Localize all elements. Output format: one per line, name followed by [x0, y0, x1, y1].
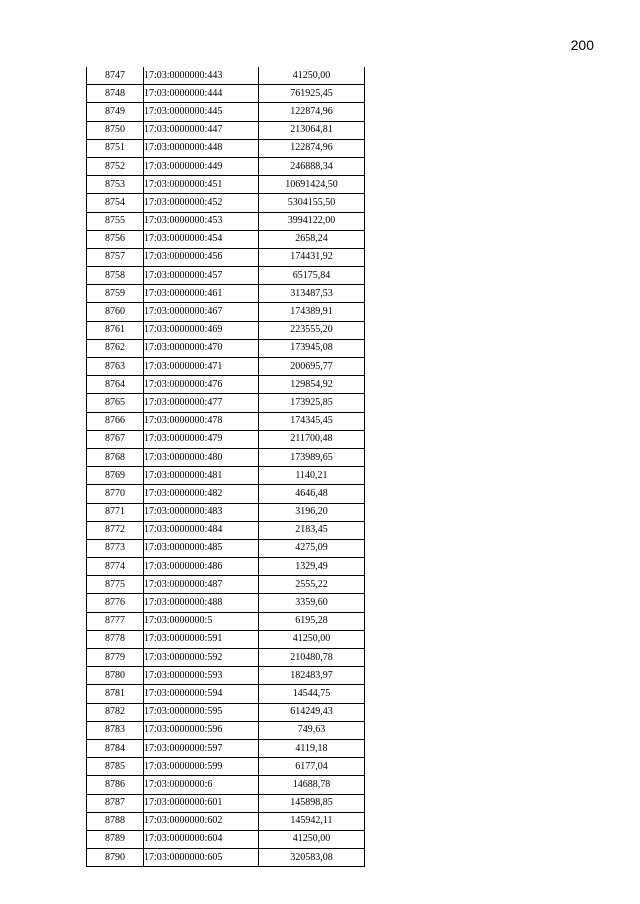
row-number-cell: 8752 [87, 157, 144, 175]
value-cell: 14544,75 [259, 685, 365, 703]
value-cell: 4646,48 [259, 485, 365, 503]
value-cell: 174345,45 [259, 412, 365, 430]
value-cell: 1140,21 [259, 467, 365, 485]
cadastral-number-cell: 17:03:0000000:594 [144, 685, 259, 703]
table-row [87, 103, 365, 121]
cadastral-number-cell: 17:03:0000000:6 [144, 776, 259, 794]
cadastral-number-cell: 17:03:0000000:601 [144, 794, 259, 812]
value-cell: 313487,53 [259, 285, 365, 303]
cadastral-number-cell: 17:03:0000000:443 [144, 67, 259, 85]
row-number-cell: 8768 [87, 448, 144, 466]
cadastral-number-cell: 17:03:0000000:467 [144, 303, 259, 321]
row-number-cell: 8767 [87, 430, 144, 448]
table-row [87, 503, 365, 521]
table-row [87, 448, 365, 466]
row-number-cell: 8763 [87, 358, 144, 376]
table-row [87, 630, 365, 648]
table-row [87, 612, 365, 630]
cadastral-number-cell: 17:03:0000000:478 [144, 412, 259, 430]
cadastral-number-cell: 17:03:0000000:471 [144, 358, 259, 376]
table-row [87, 685, 365, 703]
row-number-cell: 8749 [87, 103, 144, 121]
page-number: 200 [570, 37, 594, 53]
row-number-cell: 8748 [87, 85, 144, 103]
cadastral-number-cell: 17:03:0000000:476 [144, 376, 259, 394]
table-row [87, 830, 365, 848]
row-number-cell: 8765 [87, 394, 144, 412]
row-number-cell: 8762 [87, 339, 144, 357]
row-number-cell: 8764 [87, 376, 144, 394]
value-cell: 173925,85 [259, 394, 365, 412]
value-cell: 41250,00 [259, 67, 365, 85]
value-cell: 173989,65 [259, 448, 365, 466]
cadastral-number-cell: 17:03:0000000:599 [144, 758, 259, 776]
cadastral-number-cell: 17:03:0000000:444 [144, 85, 259, 103]
cadastral-number-cell: 17:03:0000000:486 [144, 558, 259, 576]
cadastral-number-cell: 17:03:0000000:482 [144, 485, 259, 503]
cadastral-number-cell: 17:03:0000000:484 [144, 521, 259, 539]
table-row [87, 321, 365, 339]
row-number-cell: 8775 [87, 576, 144, 594]
cadastral-number-cell: 17:03:0000000:470 [144, 339, 259, 357]
value-cell: 320583,08 [259, 849, 365, 867]
value-cell: 14688,78 [259, 776, 365, 794]
value-cell: 145898,85 [259, 794, 365, 812]
row-number-cell: 8757 [87, 248, 144, 266]
cadastral-number-cell: 17:03:0000000:477 [144, 394, 259, 412]
table-row [87, 394, 365, 412]
row-number-cell: 8759 [87, 285, 144, 303]
table-body [87, 67, 365, 867]
value-cell: 2555,22 [259, 576, 365, 594]
row-number-cell: 8753 [87, 176, 144, 194]
table-row [87, 467, 365, 485]
value-cell: 2183,45 [259, 521, 365, 539]
value-cell: 749,63 [259, 721, 365, 739]
row-number-cell: 8781 [87, 685, 144, 703]
value-cell: 41250,00 [259, 630, 365, 648]
row-number-cell: 8760 [87, 303, 144, 321]
table-row [87, 176, 365, 194]
row-number-cell: 8785 [87, 758, 144, 776]
value-cell: 174389,91 [259, 303, 365, 321]
value-cell: 211700,48 [259, 430, 365, 448]
row-number-cell: 8750 [87, 121, 144, 139]
cadastral-number-cell: 17:03:0000000:596 [144, 721, 259, 739]
cadastral-number-cell: 17:03:0000000:591 [144, 630, 259, 648]
table-row [87, 485, 365, 503]
row-number-cell: 8784 [87, 739, 144, 757]
value-cell: 614249,43 [259, 703, 365, 721]
table-row [87, 849, 365, 867]
cadastral-number-cell: 17:03:0000000:447 [144, 121, 259, 139]
value-cell: 145942,11 [259, 812, 365, 830]
table-row [87, 139, 365, 157]
value-cell: 761925,45 [259, 85, 365, 103]
cadastral-number-cell: 17:03:0000000:592 [144, 649, 259, 667]
cadastral-number-cell: 17:03:0000000:488 [144, 594, 259, 612]
table-row [87, 558, 365, 576]
row-number-cell: 8777 [87, 612, 144, 630]
table-row [87, 739, 365, 757]
cadastral-number-cell: 17:03:0000000:593 [144, 667, 259, 685]
value-cell: 223555,20 [259, 321, 365, 339]
row-number-cell: 8772 [87, 521, 144, 539]
cadastral-number-cell: 17:03:0000000:445 [144, 103, 259, 121]
table-row [87, 267, 365, 285]
row-number-cell: 8788 [87, 812, 144, 830]
value-cell: 174431,92 [259, 248, 365, 266]
table-row [87, 594, 365, 612]
row-number-cell: 8754 [87, 194, 144, 212]
row-number-cell: 8755 [87, 212, 144, 230]
cadastral-number-cell: 17:03:0000000:454 [144, 230, 259, 248]
cadastral-number-cell: 17:03:0000000:5 [144, 612, 259, 630]
cadastral-number-cell: 17:03:0000000:597 [144, 739, 259, 757]
table-row [87, 212, 365, 230]
table-row [87, 721, 365, 739]
row-number-cell: 8778 [87, 630, 144, 648]
table-row [87, 576, 365, 594]
row-number-cell: 8774 [87, 558, 144, 576]
table-row [87, 649, 365, 667]
cadastral-number-cell: 17:03:0000000:480 [144, 448, 259, 466]
value-cell: 10691424,50 [259, 176, 365, 194]
value-cell: 122874,96 [259, 139, 365, 157]
table-row [87, 230, 365, 248]
table-row [87, 339, 365, 357]
cadastral-number-cell: 17:03:0000000:487 [144, 576, 259, 594]
value-cell: 6195,28 [259, 612, 365, 630]
value-cell: 173945,08 [259, 339, 365, 357]
cadastral-number-cell: 17:03:0000000:451 [144, 176, 259, 194]
cadastral-number-cell: 17:03:0000000:456 [144, 248, 259, 266]
table-row [87, 794, 365, 812]
row-number-cell: 8751 [87, 139, 144, 157]
value-cell: 129854,92 [259, 376, 365, 394]
value-cell: 41250,00 [259, 830, 365, 848]
cadastral-number-cell: 17:03:0000000:461 [144, 285, 259, 303]
row-number-cell: 8789 [87, 830, 144, 848]
cadastral-number-cell: 17:03:0000000:481 [144, 467, 259, 485]
cadastral-number-cell: 17:03:0000000:457 [144, 267, 259, 285]
cadastral-number-cell: 17:03:0000000:604 [144, 830, 259, 848]
row-number-cell: 8783 [87, 721, 144, 739]
value-cell: 65175,84 [259, 267, 365, 285]
value-cell: 2658,24 [259, 230, 365, 248]
cadastral-number-cell: 17:03:0000000:605 [144, 849, 259, 867]
cadastral-number-cell: 17:03:0000000:479 [144, 430, 259, 448]
value-cell: 246888,34 [259, 157, 365, 175]
row-number-cell: 8787 [87, 794, 144, 812]
cadastral-number-cell: 17:03:0000000:453 [144, 212, 259, 230]
value-cell: 5304155,50 [259, 194, 365, 212]
table-row [87, 430, 365, 448]
value-cell: 3359,60 [259, 594, 365, 612]
value-cell: 3196,20 [259, 503, 365, 521]
row-number-cell: 8786 [87, 776, 144, 794]
row-number-cell: 8761 [87, 321, 144, 339]
table-row [87, 303, 365, 321]
table-row [87, 776, 365, 794]
value-cell: 4119,18 [259, 739, 365, 757]
cadastral-number-cell: 17:03:0000000:449 [144, 157, 259, 175]
table-row [87, 376, 365, 394]
row-number-cell: 8771 [87, 503, 144, 521]
row-number-cell: 8779 [87, 649, 144, 667]
value-cell: 213064,81 [259, 121, 365, 139]
data-table [86, 67, 365, 867]
row-number-cell: 8747 [87, 67, 144, 85]
table-row [87, 285, 365, 303]
cadastral-number-cell: 17:03:0000000:452 [144, 194, 259, 212]
table-row [87, 85, 365, 103]
row-number-cell: 8756 [87, 230, 144, 248]
table-row [87, 758, 365, 776]
table-row [87, 157, 365, 175]
cadastral-number-cell: 17:03:0000000:469 [144, 321, 259, 339]
row-number-cell: 8782 [87, 703, 144, 721]
row-number-cell: 8769 [87, 467, 144, 485]
row-number-cell: 8766 [87, 412, 144, 430]
table-row [87, 248, 365, 266]
row-number-cell: 8776 [87, 594, 144, 612]
value-cell: 200695,77 [259, 358, 365, 376]
value-cell: 6177,04 [259, 758, 365, 776]
table-row [87, 358, 365, 376]
table-row [87, 194, 365, 212]
row-number-cell: 8758 [87, 267, 144, 285]
table-row [87, 412, 365, 430]
cadastral-number-cell: 17:03:0000000:602 [144, 812, 259, 830]
row-number-cell: 8773 [87, 539, 144, 557]
value-cell: 210480,78 [259, 649, 365, 667]
value-cell: 4275,09 [259, 539, 365, 557]
cadastral-number-cell: 17:03:0000000:448 [144, 139, 259, 157]
value-cell: 3994122,00 [259, 212, 365, 230]
table-row [87, 121, 365, 139]
value-cell: 1329,49 [259, 558, 365, 576]
cadastral-number-cell: 17:03:0000000:595 [144, 703, 259, 721]
value-cell: 122874,96 [259, 103, 365, 121]
row-number-cell: 8780 [87, 667, 144, 685]
cadastral-number-cell: 17:03:0000000:483 [144, 503, 259, 521]
row-number-cell: 8770 [87, 485, 144, 503]
cadastral-number-cell: 17:03:0000000:485 [144, 539, 259, 557]
table-row [87, 667, 365, 685]
table-row [87, 703, 365, 721]
table-row [87, 67, 365, 85]
row-number-cell: 8790 [87, 849, 144, 867]
table-row [87, 521, 365, 539]
table-row [87, 539, 365, 557]
table-row [87, 812, 365, 830]
value-cell: 182483,97 [259, 667, 365, 685]
